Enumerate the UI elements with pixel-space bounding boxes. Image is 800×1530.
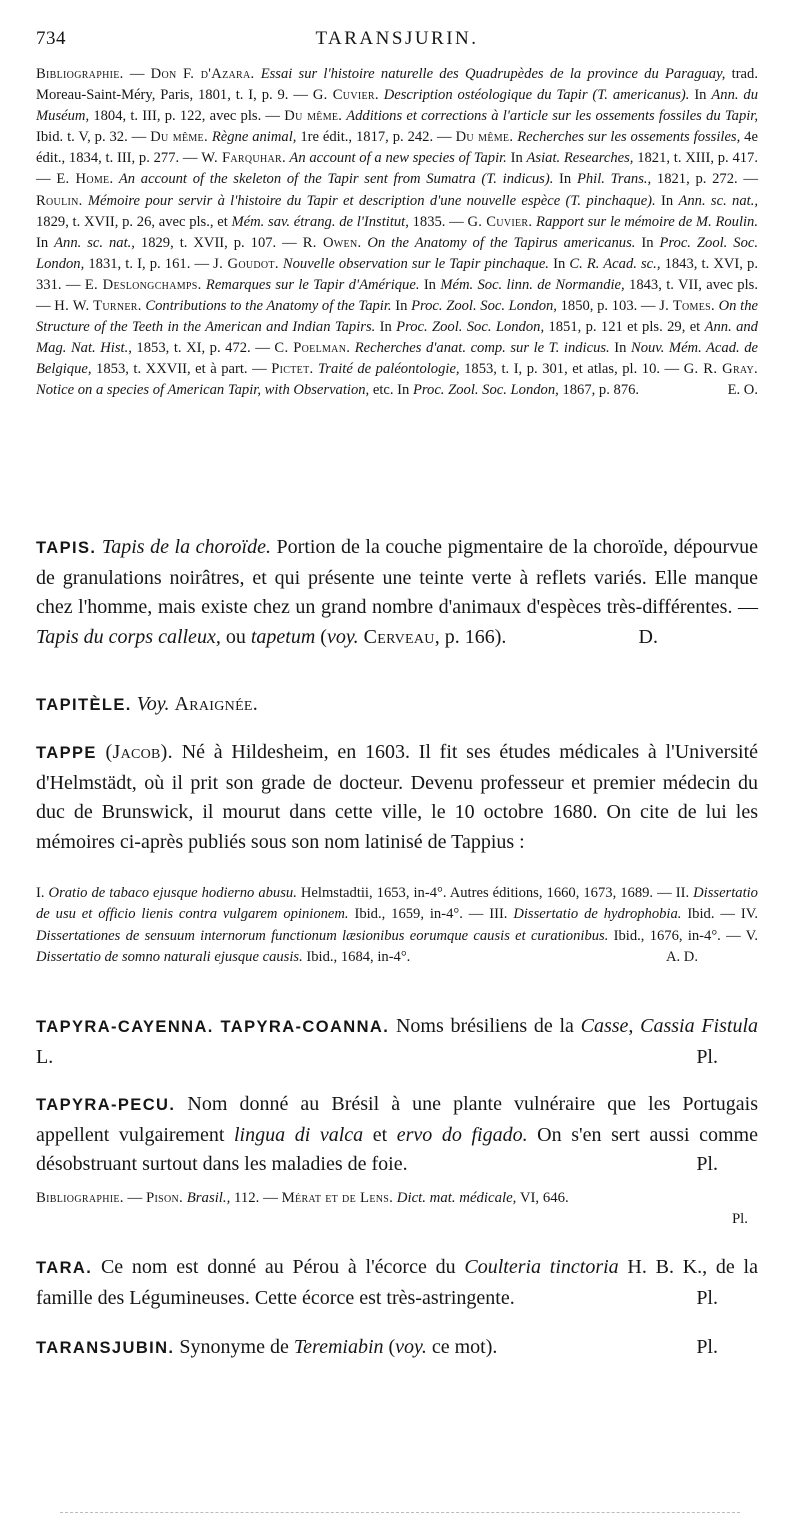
text: Ibid., 1659, in-4°. — III. [348,906,508,923]
text: VI, 646. [516,1189,569,1206]
author: G. R. Gray. [683,361,758,378]
text: I. [36,885,45,901]
text: 1835. — [408,213,468,230]
italic-term: ervo do figado. [396,1123,528,1146]
work-title: Mémoire pour servir à l'histoire du Tapir et description d'une nouvelle espèce (T. pinchaque). [82,192,656,209]
author: G. Cuvier. [312,87,379,104]
entry-tapyra-pecu [36,1090,758,1231]
work-title: On the Structure of the Teeth in the American and Indian Tapirs. [36,298,758,336]
entry-tapitele [36,690,758,721]
page-number: 734 [36,28,66,49]
text: In [36,234,55,251]
author: Du même. [150,129,208,146]
work-title: Ann. du Muséum, [36,87,758,125]
headword: TAPYRA-CAYENNA. [36,1018,214,1036]
work-title: Nouv. Mém. Acad. de Belgique, [36,340,758,378]
text: Noms brésiliens de la [389,1015,581,1037]
author: W. Farquhar. [201,150,286,167]
text: In [689,87,712,104]
entry-taransjubin [36,1333,758,1364]
work-title: Brasil., [183,1189,231,1206]
bottom-edge-rule [60,1512,740,1513]
tapir-bibliography [36,64,758,402]
author: Don F. d'Azara. [150,66,255,82]
headword: TAPITÈLE. [36,696,132,714]
italic-term: Voy. [136,693,170,715]
work-title: Recherches sur les ossements fossiles, [513,129,741,146]
author: H. W. Turner. [54,298,142,315]
text: 1853, t. XXVII, et à part. — [91,361,272,378]
author: E. Deslongchamps. [84,276,202,293]
italic-term: Teremiabin [293,1336,384,1358]
work-title: Mém. Soc. linn. de Normandie, [440,276,625,293]
author: R. Owen. [302,234,362,251]
text: 1843, t. XVI, p. 331. — [36,255,758,293]
work-title: On the Anatomy of the Tapirus americanus. [361,234,636,251]
entry-tara [36,1253,758,1313]
italic-term: Tapis du corps calleux, [36,625,221,648]
entry-tapyra-cayenna [36,1012,758,1072]
author: Pison. [145,1189,184,1206]
work-title: Essai sur l'histoire naturelle des Quadrupèdes de la province du Paraguay, [254,66,726,82]
author: Pictet. [271,361,314,378]
text: Nom donné au Brésil à une plante vulnéraire que les Portugais appellent vulgairement [36,1093,758,1146]
text: 1853, t. XI, p. 472. — [131,340,275,357]
text: — [123,1189,146,1206]
italic-term: Casse, Cassia Fistula [580,1015,758,1037]
text: 1843, t. VII, avec pls. — [36,276,758,315]
cross-reference: Araignée. [174,693,259,715]
entry-tapis [36,533,758,652]
text: 1829, t. XVII, p. 107. — [134,234,303,251]
italic-term: Tapis de la choroïde. [101,536,271,558]
text: ce mot). [426,1336,498,1358]
text: In [655,192,679,209]
headword: TAPYRA-COANNA. [220,1018,390,1036]
running-title: TARANSJURIN. [315,28,479,49]
text: 1804, t. III, p. 122, avec pls. — [89,108,285,125]
text: In [553,171,577,188]
text: Helmstadtii, 1653, in-4°. Autres éditions, 1660, 1673, 1689. — II. [296,885,690,901]
text: , p. 166). [434,625,507,648]
author: Du même. [284,108,343,125]
author: G. Cuvier. [467,213,533,230]
text: trad. Moreau-Saint-Méry, Paris, 1801, t. I, p. 9. — [36,66,758,104]
work-title: Additions et corrections à l'article sur les ossements fossiles du Tapir, [342,108,759,125]
text: 1831, t. I, p. 161. — [84,255,214,272]
cross-reference: Cerveau [363,625,435,648]
text: 1850, p. 103. — [556,298,660,315]
text: 1821, p. 272. — [651,171,758,188]
headword: TAPPE [36,744,97,762]
text: ( [315,625,327,648]
work-title: Mém. sav. étrang. de l'Institut, [231,213,409,230]
author: Mérat et de Lens. [281,1189,394,1206]
text: Portion de la couche pigmentaire de la choroïde, dépourvue de granulations noirâtres, et qui présente une teinte verte à reflets variés. Elle manque chez l'homme, mais existe chez un grand nombre d'animaux d'espèces très-différentes. — [36,536,759,618]
bibliography-label: Bibliographie. [36,66,124,82]
author-signature: Pl. [696,1336,718,1358]
text: In [391,298,412,315]
work-title: Notice on a species of American Tapir, with Observation, [36,382,370,399]
text: 1851, p. 121 et pls. 29, et [544,319,705,336]
text: 1re édit., 1817, p. 242. — [296,129,456,146]
author: J. Tomes. [659,298,715,315]
entry-tappe [36,738,758,857]
work-title: Dissertatio de hydrophobia. [507,906,682,923]
author-signature: Pl. [696,1045,718,1068]
author: J. Goudot. [213,255,279,272]
work-title: Règne animal, [207,129,297,146]
text: Ce nom est donné au Pérou à l'écorce du [92,1256,465,1278]
text: 1853, t. I, p. 301, et atlas, pl. 10. — [459,361,684,378]
tappe-works-list [36,883,758,969]
work-title: Phil. Trans., [576,171,652,188]
work-title: Proc. Zool. Soc. London, [412,382,559,399]
work-title: Dict. mat. médicale, [393,1189,517,1206]
work-title: Rapport sur le mémoire de M. Roulin. [532,213,759,230]
work-title: Dissertatio de somno naturali ejusque causis. [36,949,303,966]
text: et [363,1123,397,1146]
work-title: Contributions to the Anatomy of the Tapir. [141,298,392,315]
italic-term: voy. [326,625,359,648]
headword: TARA. [36,1259,93,1277]
text: L. [36,1045,54,1068]
work-title: An account of a new species of Tapir. [285,150,507,167]
text: 1829, t. XVII, p. 26, avec pls., et [36,213,232,230]
author-signature: Pl. [731,1211,748,1227]
headword: TAPYRA-PECU. [36,1096,176,1114]
work-title: Asiat. Researches, [526,150,634,167]
author: Du même. [455,129,514,146]
italic-term: voy. [395,1336,427,1358]
text: ou [220,625,251,648]
work-title: Ann. sc. nat., [54,234,135,251]
author: C. Poelman. [274,340,351,357]
text: Ibid., 1684, in-4°. [302,949,411,966]
text: — [123,66,151,82]
text: In [419,276,441,293]
text: H. B. K., de la famille des Légumineuses. Cette écorce est très-astringente. [36,1256,758,1309]
work-title: Dissertatio de usu et officio lienis contra vulgarem opinionem. [36,885,758,923]
text: etc. In [369,382,413,399]
text: 1821, t. XIII, p. 417. — [36,150,758,188]
text: Né à Hildesheim, en 1603. Il fit ses études médicales à l'Université d'Helmstädt, où il prit son grade de docteur. Devenu professeur et premier médecin du duc de Brunswick, il mourut dans cette ville, le 10 octobre 1680. On cite de lui les mémoires ci-après publiés sous son nom latinisé de Tappius : [36,741,758,853]
text: In [548,255,570,272]
text: Ibid. — IV. [681,906,758,923]
work-title: Ann. sc. nat., [678,192,758,209]
italic-term: Coulteria tinctoria [464,1256,619,1278]
author: E. Home. [56,171,114,188]
headword: TAPIS. [36,539,97,557]
work-title: Proc. Zool. Soc. London, [411,298,557,315]
text: 1867, p. 876. [558,382,640,399]
author-signature: A. D. [665,949,698,966]
author-signature: Pl. [696,1153,718,1175]
text: In [609,340,631,357]
work-title: Nouvelle observation sur le Tapir pinchaque. [278,255,549,272]
work-title: Proc. Zool. Soc. London, [36,234,759,272]
text: Ibid. t. V, p. 32. — [36,129,151,146]
text: ( [383,1336,396,1358]
author: Roulin. [36,192,83,209]
page-header [36,28,758,54]
text: In [506,150,527,167]
author-signature: Pl. [696,1286,718,1309]
text: 112. — [230,1189,282,1206]
text: In [375,319,397,336]
work-title: Description ostéologique du Tapir (T. americanus). [378,87,690,104]
italic-term: tapetum [250,625,316,648]
text: Ibid., 1676, in-4°. — V. [608,927,758,944]
text: In [635,234,660,251]
text: 4e édit., 1834, t. III, p. 277. — [36,129,758,167]
work-title: Dissertationes de sensuum internorum functionum læsionibus eorumque causis et curationibus. [36,927,609,944]
work-title: Ann. and Mag. Nat. Hist., [36,319,758,357]
author-signature: E. O. [727,382,758,399]
work-title: An account of the skeleton of the Tapir sent from Sumatra (T. indicus). [113,171,554,188]
bibliography-label: Bibliographie. [36,1189,124,1206]
italic-term: lingua di valca [234,1123,364,1146]
given-name: (Jacob). [105,741,173,763]
work-title: Recherches d'anat. comp. sur le T. indicus. [350,340,610,357]
work-title: Oratio de tabaco ejusque hodierno abusu. [44,885,297,901]
work-title: Remarques sur le Tapir d'Amérique. [201,276,420,293]
headword: TARANSJUBIN. [36,1339,175,1357]
text: On s'en sert aussi comme désobstruant surtout dans les maladies de foie. [36,1123,758,1175]
tapyra-pecu-bibliography [36,1188,758,1227]
text: Synonyme de [174,1336,294,1358]
work-title: Traité de paléontologie, [313,361,460,378]
work-title: Proc. Zool. Soc. London, [396,319,545,336]
author-signature: D. [638,625,658,648]
work-title: C. R. Acad. sc., [569,255,661,272]
